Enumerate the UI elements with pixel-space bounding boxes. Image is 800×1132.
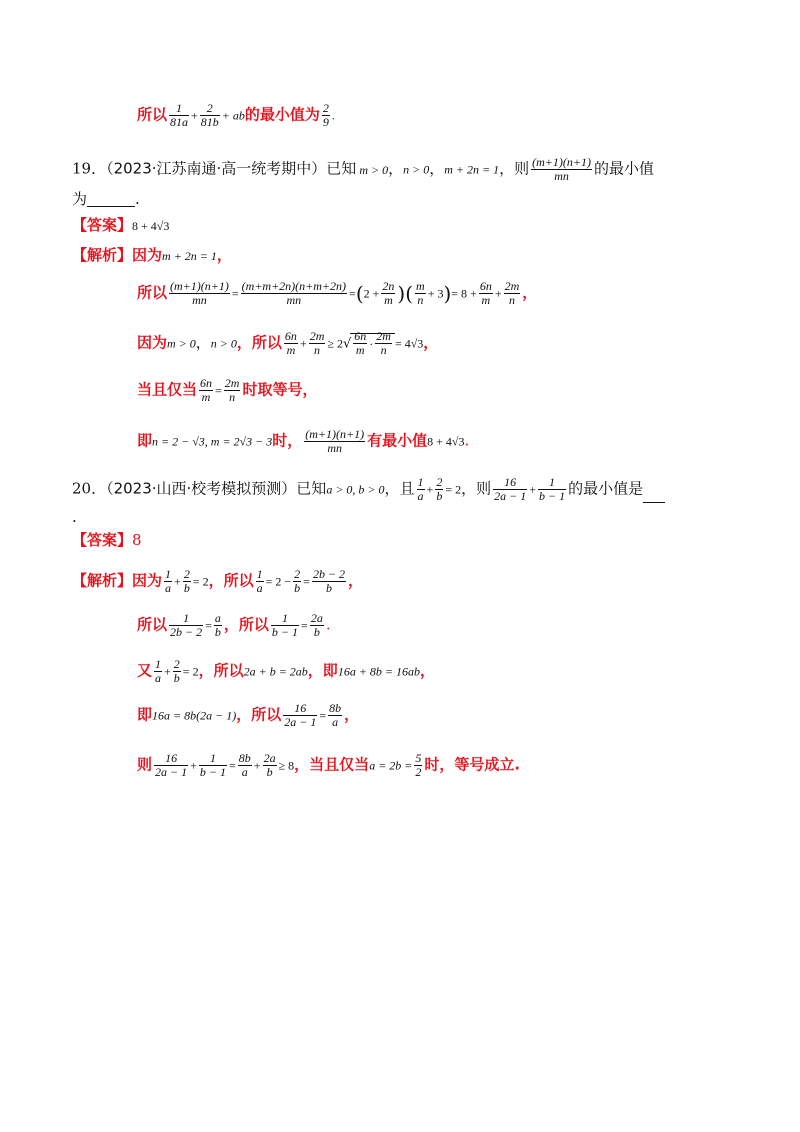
fraction: $\frac{1}{b - 1}$ — [271, 611, 299, 639]
fraction: $\frac{1}{a}$ — [165, 567, 172, 595]
q20-analysis-1: 【解析】因为 $\frac{1}{a}$ + $\frac{2}{b}$ = 2，所以 $\frac{1}{a}$ = 2 − $\frac{2}{b}$ = $\frac{2b - 2}{b}$ ， — [72, 567, 364, 595]
fraction: $\frac{(m+1)(n+1)}{mn}$ — [170, 279, 229, 307]
fraction: $\frac{2}{9}$ — [322, 101, 329, 129]
q20-stem-line2: . — [72, 508, 77, 526]
q19-stem-line2: 为 . — [72, 190, 140, 208]
q20-analysis-3: 又 $\frac{1}{a}$ + $\frac{2}{b}$ = 2，所以2a + b = 2ab，即16a + 8b = 16ab， — [137, 657, 436, 685]
square-root: $\frac{6n}{m}$ · $\frac{2m}{n}$ — [350, 333, 395, 352]
fraction: $\frac{2a}{b}$ — [310, 611, 323, 639]
fraction: $\frac{(m+1)(n+1)}{mn}$ — [532, 155, 591, 183]
fraction: $\frac{(m+m+2n)(n+m+2n)}{mn}$ — [241, 279, 347, 307]
fraction: $\frac{6n}{m}$ — [354, 329, 367, 357]
q19-analysis-1: 【解析】因为m + 2n = 1， — [72, 246, 232, 264]
fraction: $\frac{1}{81a}$ — [170, 101, 189, 129]
q19-analysis-4: 当且仅当 $\frac{6n}{m}$ = $\frac{2m}{n}$ 时取等号， — [137, 376, 318, 404]
analysis-label: 【解析】 — [72, 246, 133, 264]
text: 所以 — [137, 105, 168, 124]
q20-analysis-2: 所以 $\frac{1}{2b - 2}$ = $\frac{a}{b}$ ，所以 $\frac{1}{b - 1}$ = $\frac{2a}{b}$ . — [137, 611, 331, 639]
fraction: $\frac{6n}{m}$ — [479, 279, 492, 307]
fraction: $\frac{16}{2a - 1}$ — [284, 701, 317, 729]
fraction: $\frac{(m+1)(n+1)}{mn}$ — [305, 427, 365, 455]
q19-analysis-5: 即n = 2 − √3, m = 2√3 − 3时， $\frac{(m+1)(n+1)}{mn}$ 有最小值8 + 4√3. — [137, 427, 470, 455]
fraction: $\frac{1}{a}$ — [417, 475, 424, 503]
fraction: $\frac{1}{b - 1}$ — [539, 475, 566, 503]
fraction: $\frac{2m}{n}$ — [376, 329, 391, 357]
question-number: 20． — [72, 479, 107, 498]
q20-answer — [72, 533, 142, 548]
fraction: $\frac{1}{2b - 2}$ — [170, 611, 203, 639]
fraction: $\frac{16}{2a - 1}$ — [494, 475, 527, 503]
answer-label: 【答案】 — [72, 216, 133, 234]
q20-analysis-4: 即16a = 8b(2a − 1)，所以 $\frac{16}{2a - 1}$ = $\frac{8b}{a}$ ， — [137, 701, 360, 729]
fraction: $\frac{2m}{n}$ — [504, 279, 520, 307]
fraction: $\frac{16}{2a - 1}$ — [155, 751, 188, 779]
q19-analysis-3: 因为m > 0，n > 0，所以 $\frac{6n}{m}$ + $\frac{2m}{n}$ ≥ 2√ $\frac{6n}{m}$ · $\frac{2m}{n}$ = 4√3， — [137, 329, 439, 357]
fraction: $\frac{1}{a}$ — [155, 657, 162, 685]
answer-blank — [643, 502, 665, 503]
fraction: $\frac{2m}{n}$ — [224, 376, 240, 404]
question-number: 19． — [72, 159, 107, 178]
answer-label: 【答案】 — [72, 531, 133, 549]
fraction: $\frac{2}{b}$ — [173, 657, 180, 685]
fraction: $\frac{2b - 2}{b}$ — [312, 567, 346, 595]
fraction: $\frac{2}{b}$ — [436, 475, 443, 503]
q19-analysis-2: 所以 $\frac{(m+1)(n+1)}{mn}$ = $\frac{(m+m+2n)(n+m+2n)}{mn}$ =(2 + $\frac{2n}{m}$ )( $\frac{m}{n}$ + 3)= 8 + $\frac{6n}{m}$ + $\frac{2m}{n}$ ， — [137, 279, 538, 307]
fraction: $\frac{6n}{m}$ — [200, 376, 213, 404]
fraction: $\frac{1}{b - 1}$ — [199, 751, 227, 779]
fraction: $\frac{2m}{n}$ — [309, 329, 325, 357]
analysis-label: 【解析】 — [72, 571, 133, 590]
fraction: $\frac{1}{a}$ — [256, 567, 263, 595]
fraction: $\frac{2a}{b}$ — [263, 751, 276, 779]
fraction: $\frac{6n}{m}$ — [284, 329, 297, 357]
answer-value: 8 + 4√3 — [132, 219, 170, 233]
fraction: $\frac{2}{b}$ — [294, 567, 301, 595]
q19-answer — [72, 218, 169, 233]
question-source: （2023·江苏南通·高一统考期中）已知 — [106, 159, 357, 178]
answer-blank — [87, 206, 135, 207]
fraction: $\frac{8b}{a}$ — [238, 751, 251, 779]
answer-value: 8 — [132, 531, 142, 549]
q20-analysis-5: 则 $\frac{16}{2a - 1}$ + $\frac{1}{b - 1}$ = $\frac{8b}{a}$ + $\frac{2a}{b}$ ≥ 8，当且仅当a = 2b = $\frac{5}{2}$ 时，等号成立. — [137, 751, 521, 779]
fraction: $\frac{2n}{m}$ — [382, 279, 395, 307]
fraction: $\frac{2}{b}$ — [183, 567, 190, 595]
fraction: $\frac{5}{2}$ — [415, 751, 422, 779]
fraction: $\frac{8b}{a}$ — [329, 701, 342, 729]
fraction: $\frac{2}{81b}$ — [200, 101, 219, 129]
q18-conclusion: 所以 $\frac{1}{81a}$ + $\frac{2}{81b}$ + ab的最小值为 $\frac{2}{9}$ . — [137, 101, 335, 129]
question-source: （2023·山西·校考模拟预测）已知 — [106, 479, 327, 498]
fraction: $\frac{m}{n}$ — [416, 279, 425, 307]
q20-stem: 20．（2023·山西·校考模拟预测）已知a > 0, b > 0，且 $\frac{1}{a}$ + $\frac{2}{b}$ = 2，则 $\frac{16}{2a - 1}$ + $\frac{1}{b - 1}$ 的最小值是 — [72, 476, 665, 503]
q19-stem: 19．（2023·江苏南通·高一统考期中）已知 m > 0，n > 0，m + 2n = 1，则 $\frac{(m+1)(n+1)}{mn}$ 的最小值 — [72, 155, 654, 183]
fraction: $\frac{a}{b}$ — [214, 611, 221, 639]
